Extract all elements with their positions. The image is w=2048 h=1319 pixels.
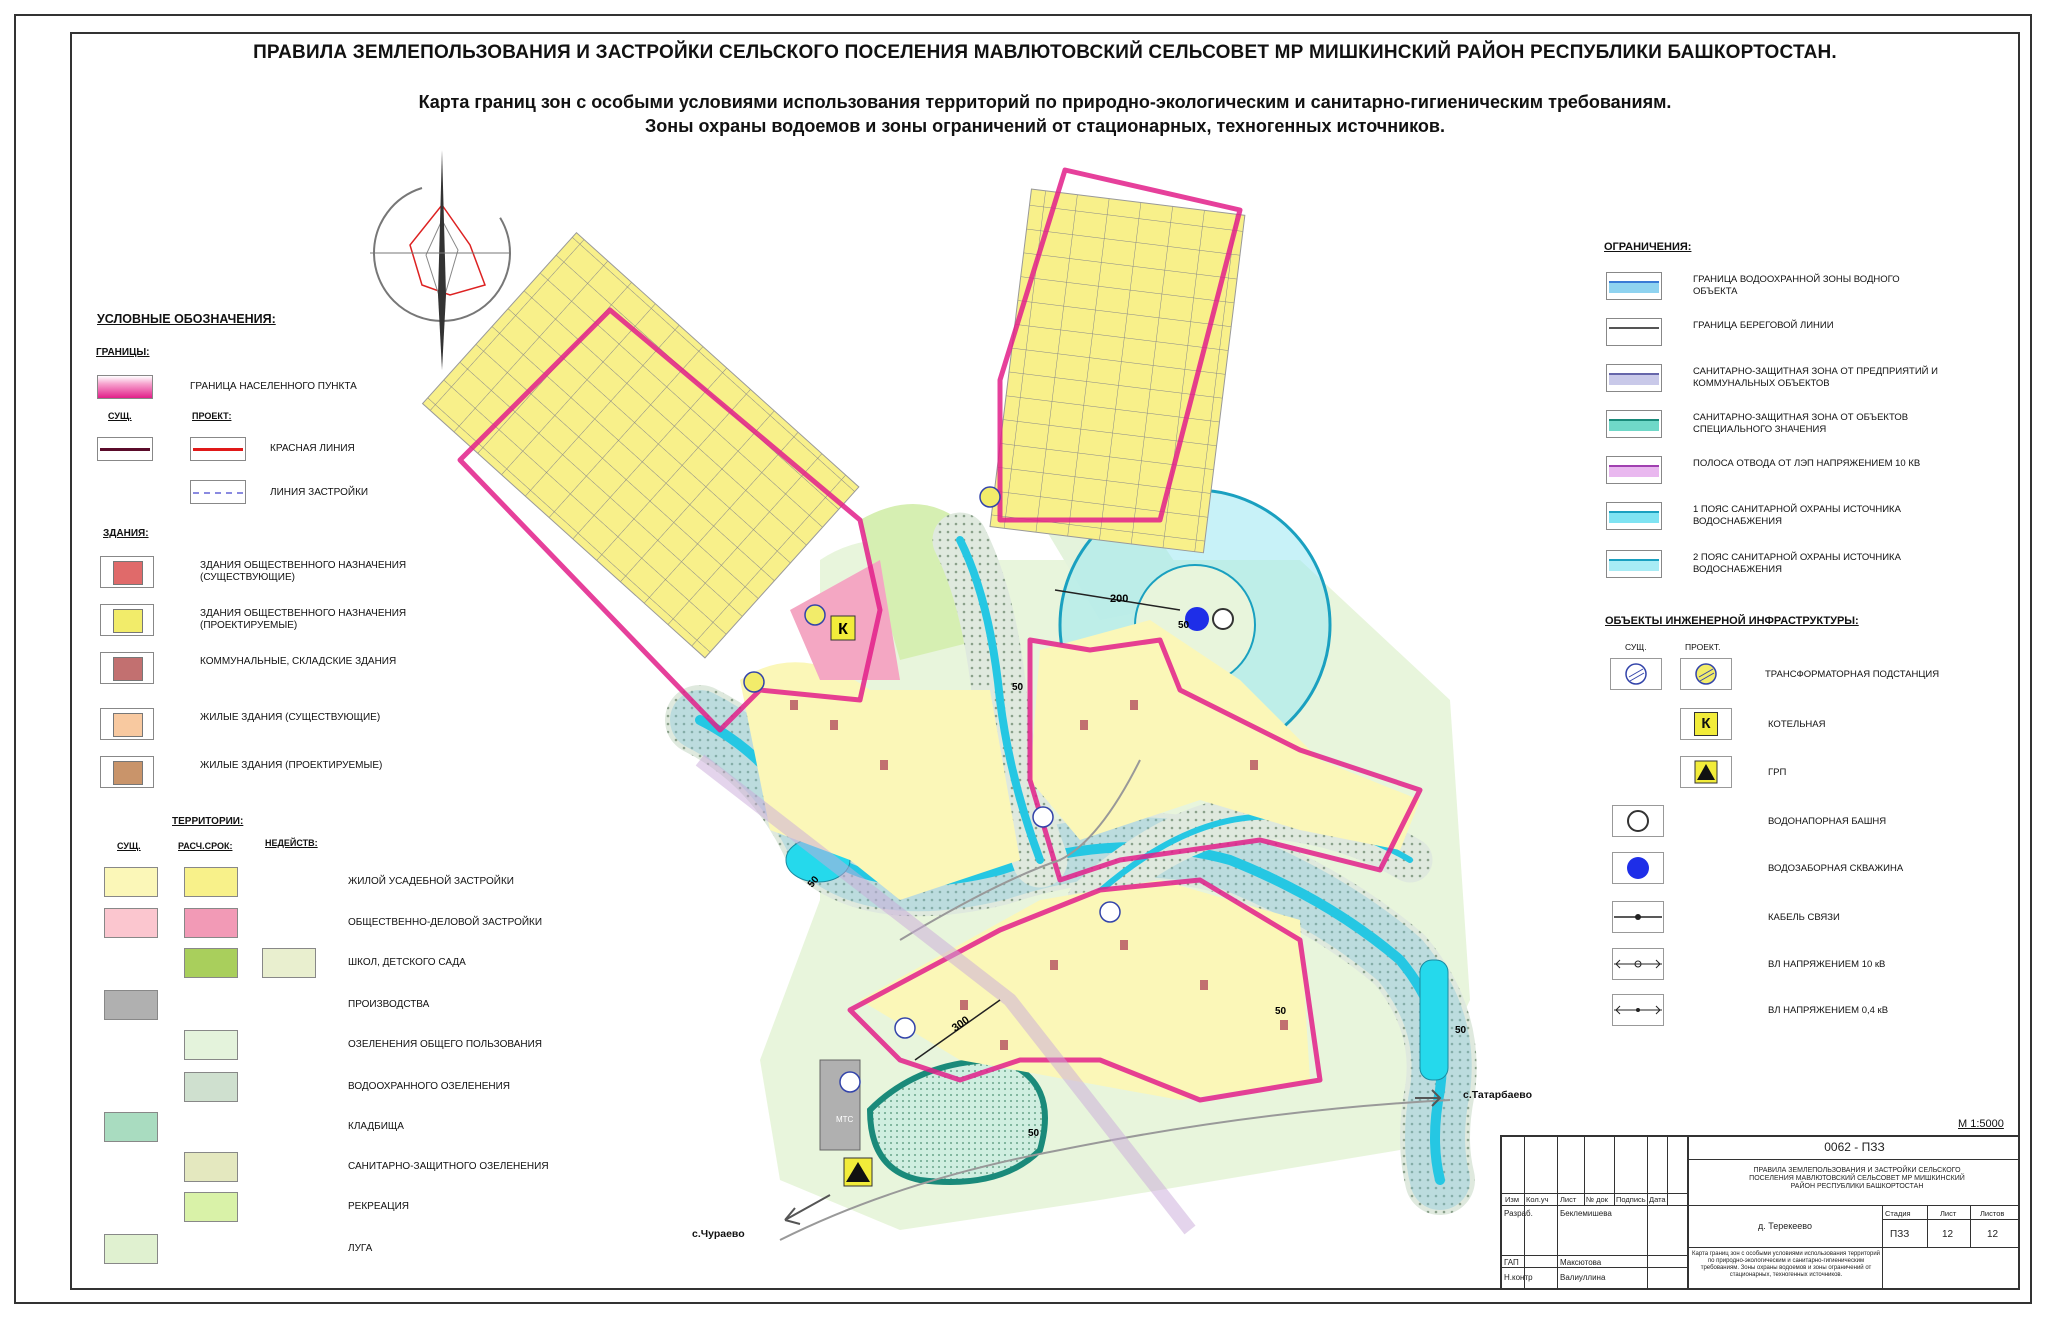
territory-label: ЛУГА xyxy=(348,1243,373,1254)
zone-50-label-5: 50 xyxy=(1455,1025,1467,1036)
map-scale: М 1:5000 xyxy=(1958,1118,2004,1130)
red-line-label: КРАСНАЯ ЛИНИЯ xyxy=(270,443,355,454)
title-block-col-header: Лист xyxy=(1560,1195,1577,1204)
title-block-col-header: Изм xyxy=(1505,1195,1519,1204)
infrastructure-label: ТРАНСФОРМАТОРНАЯ ПОДСТАНЦИЯ xyxy=(1765,669,1940,680)
title-block-col-header: Кол.уч xyxy=(1526,1195,1549,1204)
territory-label: ВОДООХРАННОГО ОЗЕЛЕНЕНИЯ xyxy=(348,1081,510,1092)
drawing-code: 0062 - ПЗЗ xyxy=(1824,1140,1885,1154)
restriction-swatch xyxy=(1606,550,1662,578)
territory-label: ЖИЛОЙ УСАДЕБНОЙ ЗАСТРОЙКИ xyxy=(348,876,514,887)
infra-col-project: ПРОЕКТ. xyxy=(1685,642,1721,652)
sheet-title: Карта границ зон с особыми условиями использования территорий по природно-экологическим и санитарно-гигиеническим требованиям. Зоны охраны водоемов и зоны ограничений от стационарных, техногенных источников. xyxy=(1692,1251,1881,1278)
territory-label: ПРОИЗВОДСТВА xyxy=(348,999,430,1010)
razrab-name: Беклемишева xyxy=(1560,1209,1612,1218)
project-name: ПРАВИЛА ЗЕМЛЕПОЛЬЗОВАНИЯ И ЗАСТРОЙКИ СЕЛЬСКОГО ПОСЕЛЕНИЯ МАВЛЮТОВСКИЙ СЕЛЬСОВЕТ МР МИШКИНСКИЙ РАЙОН РЕСПУБЛИКИ БАШКОРТОСТАН xyxy=(1749,1167,1965,1190)
restriction-swatch xyxy=(1606,272,1662,300)
restriction-label: 1 ПОЯС САНИТАРНОЙ ОХРАНЫ ИСТОЧНИКА ВОДОСНАБЖЕНИЯ xyxy=(1693,504,1901,527)
sheet-value: 12 xyxy=(1942,1229,1954,1240)
sheet-header: Лист xyxy=(1940,1209,1957,1218)
territory-label: ОЗЕЛЕНЕНИЯ ОБЩЕГО ПОЛЬЗОВАНИЯ xyxy=(348,1039,543,1050)
zone-50-label-2: 50 xyxy=(1012,682,1024,693)
nkontr-role: Н.контр xyxy=(1504,1273,1533,1282)
mts-label: МТС xyxy=(836,1115,854,1124)
territory-label: ОБЩЕСТВЕННО-ДЕЛОВОЙ ЗАСТРОЙКИ xyxy=(348,917,543,928)
territory-label: РЕКРЕАЦИЯ xyxy=(348,1201,409,1212)
build-line-label: ЛИНИЯ ЗАСТРОЙКИ xyxy=(270,487,369,498)
territory-label: ШКОЛ, ДЕТСКОГО САДА xyxy=(348,957,466,968)
transformer-icon xyxy=(1610,658,1662,690)
stage-header: Стадия xyxy=(1885,1209,1911,1218)
stage-value: ПЗЗ xyxy=(1890,1229,1910,1240)
powerline-10kv-icon xyxy=(1612,948,1664,980)
gas-station-icon xyxy=(1680,756,1732,788)
infrastructure-label: КОТЕЛЬНАЯ xyxy=(1768,719,1826,730)
infrastructure-label: КАБЕЛЬ СВЯЗИ xyxy=(1768,912,1840,923)
restriction-swatch xyxy=(1606,364,1662,392)
gap-name: Максютова xyxy=(1560,1258,1602,1267)
razrab-role: Разраб. xyxy=(1504,1209,1533,1218)
place-tatarbaevo: с.Татарбаево xyxy=(1463,1089,1533,1101)
zone-50-label-4: 50 xyxy=(1028,1128,1040,1139)
building-label: КОММУНАЛЬНЫЕ, СКЛАДСКИЕ ЗДАНИЯ xyxy=(200,656,397,667)
infrastructure-label: ВЛ НАПРЯЖЕНИЕМ 0,4 кВ xyxy=(1768,1005,1889,1016)
restriction-label: ГРАНИЦА БЕРЕГОВОЙ ЛИНИИ xyxy=(1693,320,1834,331)
restriction-label: ГРАНИЦА ВОДООХРАННОЙ ЗОНЫ ВОДНОГО ОБЪЕКТА xyxy=(1693,274,1900,297)
restriction-swatch-band xyxy=(1609,281,1659,293)
restriction-swatch xyxy=(1606,410,1662,438)
restriction-label: САНИТАРНО-ЗАЩИТНАЯ ЗОНА ОТ ПРЕДПРИЯТИЙ И КОММУНАЛЬНЫХ ОБЪЕКТОВ xyxy=(1693,366,1938,389)
svg-text:К: К xyxy=(838,621,848,638)
sheets-value: 12 xyxy=(1987,1229,1999,1240)
title-block-col-header: № док xyxy=(1586,1195,1608,1204)
restriction-swatch xyxy=(1606,502,1662,530)
territories-col-inactive: НЕДЕЙСТВ: xyxy=(265,838,318,848)
place-churaevo: с.Чураево xyxy=(692,1228,745,1240)
title-block-col-header: Дата xyxy=(1649,1195,1666,1204)
settlement-boundary-label: ГРАНИЦА НАСЕЛЕННОГО ПУНКТА xyxy=(190,381,357,392)
territories-col-term: РАСЧ.СРОК: xyxy=(178,841,233,851)
territories-heading: ТЕРРИТОРИИ: xyxy=(172,816,244,827)
restriction-swatch-band xyxy=(1609,419,1659,431)
restriction-swatch xyxy=(1606,456,1662,484)
building-label: ЖИЛЫЕ ЗДАНИЯ (СУЩЕСТВУЮЩИЕ) xyxy=(200,712,381,723)
restriction-swatch-band xyxy=(1609,465,1659,477)
map-subtitle-line-2: Зоны охраны водоемов и зоны ограничений от стационарных, техногенных источников. xyxy=(645,116,1445,136)
gap-role: ГАП xyxy=(1504,1258,1519,1267)
zone-200-label: 200 xyxy=(1110,593,1129,605)
title-block xyxy=(1500,1135,2020,1290)
infrastructure-heading: ОБЪЕКТЫ ИНЖЕНЕРНОЙ ИНФРАСТРУКТУРЫ: xyxy=(1605,615,1859,627)
map-subtitle-line-1: Карта границ зон с особыми условиями использования территорий по природно-экологическим и санитарно-гигиеническим требованиям. xyxy=(418,92,1672,112)
restriction-swatch-band xyxy=(1609,559,1659,571)
boundaries-heading: ГРАНИЦЫ: xyxy=(96,347,150,358)
boiler-icon: К xyxy=(1680,708,1732,740)
transformer-project-icon xyxy=(1680,658,1732,690)
restriction-swatch-band xyxy=(1609,373,1659,385)
territory-label: КЛАДБИЩА xyxy=(348,1121,404,1132)
restriction-swatch xyxy=(1606,318,1662,346)
title-block-col-header: Подпись xyxy=(1616,1195,1646,1204)
boundaries-col-project: ПРОЕКТ: xyxy=(192,411,232,421)
infra-col-existing: СУЩ. xyxy=(1625,642,1647,652)
zone-300-label: 300 xyxy=(949,1014,972,1035)
boundaries-col-existing: СУЩ. xyxy=(108,411,132,421)
infrastructure-label: ВОДОНАПОРНАЯ БАШНЯ xyxy=(1768,816,1887,827)
legend-heading: УСЛОВНЫЕ ОБОЗНАЧЕНИЯ: xyxy=(97,312,276,326)
cable-icon xyxy=(1612,901,1664,933)
buildings-heading: ЗДАНИЯ: xyxy=(103,528,149,539)
building-label: ЗДАНИЯ ОБЩЕСТВЕННОГО НАЗНАЧЕНИЯ (СУЩЕСТВУЮЩИЕ) xyxy=(200,560,407,583)
zone-50-label-3: 50 xyxy=(805,874,822,890)
restriction-swatch-band xyxy=(1609,511,1659,523)
building-label: ЗДАНИЯ ОБЩЕСТВЕННОГО НАЗНАЧЕНИЯ (ПРОЕКТИРУЕМЫЕ) xyxy=(200,608,407,631)
restrictions-heading: ОГРАНИЧЕНИЯ: xyxy=(1604,241,1692,253)
restriction-label: 2 ПОЯС САНИТАРНОЙ ОХРАНЫ ИСТОЧНИКА ВОДОСНАБЖЕНИЯ xyxy=(1693,552,1901,575)
territories-col-existing: СУЩ. xyxy=(117,841,141,851)
infrastructure-label: ГРП xyxy=(1768,767,1787,778)
village-name: д. Терекеево xyxy=(1758,1221,1812,1231)
water-tower-icon xyxy=(1612,805,1664,837)
zone-50-label-6: 50 xyxy=(1275,1006,1287,1017)
restriction-swatch-band xyxy=(1609,327,1659,339)
nkontr-name: Валиуллина xyxy=(1560,1273,1606,1282)
restriction-label: САНИТАРНО-ЗАЩИТНАЯ ЗОНА ОТ ОБЪЕКТОВ СПЕЦИАЛЬНОГО ЗНАЧЕНИЯ xyxy=(1693,412,1909,435)
powerline-04kv-icon xyxy=(1612,994,1664,1026)
zone-50-label-1: 50 xyxy=(1178,620,1190,631)
water-well-icon xyxy=(1612,852,1664,884)
territory-label: САНИТАРНО-ЗАЩИТНОГО ОЗЕЛЕНЕНИЯ xyxy=(348,1161,549,1172)
restriction-label: ПОЛОСА ОТВОДА ОТ ЛЭП НАПРЯЖЕНИЕМ 10 КВ xyxy=(1693,458,1921,469)
map-title: ПРАВИЛА ЗЕМЛЕПОЛЬЗОВАНИЯ И ЗАСТРОЙКИ СЕЛЬСКОГО ПОСЕЛЕНИЯ МАВЛЮТОВСКИЙ СЕЛЬСОВЕТ МР МИШКИНСКИЙ РАЙОН РЕСПУБЛИКИ БАШКОРТОСТАН. xyxy=(253,42,1837,63)
infrastructure-label: ВОДОЗАБОРНАЯ СКВАЖИНА xyxy=(1768,863,1904,874)
sheets-header: Листов xyxy=(1980,1209,2005,1218)
building-label: ЖИЛЫЕ ЗДАНИЯ (ПРОЕКТИРУЕМЫЕ) xyxy=(200,760,383,771)
infrastructure-label: ВЛ НАПРЯЖЕНИЕМ 10 кВ xyxy=(1768,959,1886,970)
